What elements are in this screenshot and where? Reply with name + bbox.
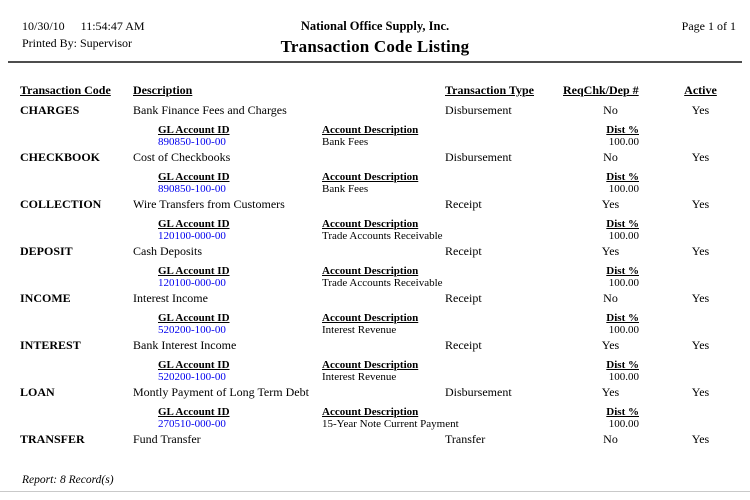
record-main-row bbox=[0, 245, 750, 259]
transaction-type-cell: Receipt bbox=[445, 338, 482, 352]
reqchk-cell: Yes bbox=[601, 338, 620, 352]
gl-account-id-link[interactable]: 270510-000-00 bbox=[158, 418, 226, 430]
record-main-row bbox=[0, 151, 750, 165]
reqchk-cell: No bbox=[603, 432, 618, 446]
records-list bbox=[0, 104, 750, 453]
description-cell: Bank Interest Income bbox=[133, 338, 237, 352]
gl-account-id-label: GL Account ID bbox=[158, 312, 230, 324]
active-cell: Yes bbox=[691, 291, 710, 305]
transaction-code-cell: CHECKBOOK bbox=[20, 150, 101, 164]
table-row bbox=[0, 104, 750, 151]
gl-account-id-link[interactable]: 120100-000-00 bbox=[158, 277, 226, 289]
company-name: National Office Supply, Inc. bbox=[300, 19, 450, 33]
dist-pct-value: 100.00 bbox=[608, 230, 639, 242]
dist-pct-label: Dist % bbox=[606, 359, 639, 371]
record-main-row bbox=[0, 339, 750, 353]
account-description-value: Bank Fees bbox=[322, 136, 369, 148]
table-row bbox=[0, 198, 750, 245]
dist-pct-value: 100.00 bbox=[608, 324, 639, 336]
dist-pct-label: Dist % bbox=[606, 265, 639, 277]
gl-detail-value-row bbox=[0, 183, 750, 197]
transaction-type-cell: Disbursement bbox=[445, 150, 512, 164]
gl-account-id-label: GL Account ID bbox=[158, 406, 230, 418]
gl-account-id-link[interactable]: 520200-100-00 bbox=[158, 324, 226, 336]
gl-account-id-label: GL Account ID bbox=[158, 171, 230, 183]
description-cell: Wire Transfers from Customers bbox=[133, 197, 285, 211]
gl-detail-value-row bbox=[0, 277, 750, 291]
account-description-label: Account Description bbox=[322, 218, 419, 230]
account-description-value: Trade Accounts Receivable bbox=[322, 277, 443, 289]
gl-account-id-label: GL Account ID bbox=[158, 265, 230, 277]
print-date: 10/30/10 bbox=[22, 19, 65, 33]
record-main-row bbox=[0, 198, 750, 212]
dist-pct-label: Dist % bbox=[606, 406, 639, 418]
account-description-label: Account Description bbox=[322, 265, 419, 277]
dist-pct-label: Dist % bbox=[606, 124, 639, 136]
reqchk-cell: No bbox=[603, 291, 618, 305]
transaction-type-cell: Receipt bbox=[445, 244, 482, 258]
gl-detail-value-row bbox=[0, 136, 750, 150]
dist-pct-value: 100.00 bbox=[608, 418, 639, 430]
account-description-label: Account Description bbox=[322, 124, 419, 136]
reqchk-cell: Yes bbox=[601, 385, 620, 399]
gl-account-id-link[interactable]: 520200-100-00 bbox=[158, 371, 226, 383]
gl-account-id-link[interactable]: 890850-100-00 bbox=[158, 136, 226, 148]
table-row bbox=[0, 151, 750, 198]
account-description-value: 15-Year Note Current Payment bbox=[322, 418, 459, 430]
account-description-label: Account Description bbox=[322, 359, 419, 371]
gl-account-id-label: GL Account ID bbox=[158, 218, 230, 230]
col-header-reqchk: ReqChk/Dep # bbox=[563, 83, 639, 97]
transaction-code-cell: INCOME bbox=[20, 291, 71, 305]
account-description-value: Interest Revenue bbox=[322, 371, 397, 383]
transaction-code-cell: CHARGES bbox=[20, 103, 80, 117]
reqchk-cell: No bbox=[603, 103, 618, 117]
active-cell: Yes bbox=[691, 385, 710, 399]
transaction-type-cell: Disbursement bbox=[445, 385, 512, 399]
transaction-type-cell: Receipt bbox=[445, 197, 482, 211]
account-description-value: Interest Revenue bbox=[322, 324, 397, 336]
dist-pct-value: 100.00 bbox=[608, 371, 639, 383]
record-main-row bbox=[0, 433, 750, 447]
reqchk-cell: No bbox=[603, 150, 618, 164]
description-cell: Bank Finance Fees and Charges bbox=[133, 103, 287, 117]
account-description-value: Bank Fees bbox=[322, 183, 369, 195]
transaction-code-cell: COLLECTION bbox=[20, 197, 102, 211]
dist-pct-value: 100.00 bbox=[608, 136, 639, 148]
gl-detail-value-row bbox=[0, 371, 750, 385]
transaction-code-cell: LOAN bbox=[20, 385, 55, 399]
account-description-label: Account Description bbox=[322, 406, 419, 418]
active-cell: Yes bbox=[691, 338, 710, 352]
active-cell: Yes bbox=[691, 432, 710, 446]
table-row bbox=[0, 339, 750, 386]
record-main-row bbox=[0, 104, 750, 118]
dist-pct-label: Dist % bbox=[606, 312, 639, 324]
reqchk-cell: Yes bbox=[601, 244, 620, 258]
transaction-code-cell: INTEREST bbox=[20, 338, 81, 352]
page-bottom-edge bbox=[0, 491, 750, 492]
column-header-row bbox=[0, 84, 750, 100]
printed-by: Printed By: Supervisor bbox=[22, 36, 132, 50]
active-cell: Yes bbox=[691, 244, 710, 258]
col-header-transaction-code: Transaction Code bbox=[20, 83, 111, 97]
gl-account-id-link[interactable]: 120100-000-00 bbox=[158, 230, 226, 242]
record-main-row bbox=[0, 292, 750, 306]
record-main-row bbox=[0, 386, 750, 400]
gl-detail-value-row bbox=[0, 324, 750, 338]
description-cell: Cost of Checkbooks bbox=[133, 150, 231, 164]
dist-pct-label: Dist % bbox=[606, 218, 639, 230]
account-description-label: Account Description bbox=[322, 312, 419, 324]
gl-account-id-label: GL Account ID bbox=[158, 359, 230, 371]
active-cell: Yes bbox=[691, 197, 710, 211]
description-cell: Interest Income bbox=[133, 291, 208, 305]
transaction-type-cell: Receipt bbox=[445, 291, 482, 305]
table-row bbox=[0, 292, 750, 339]
record-count-summary: Report: 8 Record(s) bbox=[22, 474, 114, 486]
print-time: 11:54:47 AM bbox=[80, 19, 145, 33]
table-row bbox=[0, 433, 750, 453]
reqchk-cell: Yes bbox=[601, 197, 620, 211]
col-header-description: Description bbox=[133, 83, 193, 97]
active-cell: Yes bbox=[691, 150, 710, 164]
gl-account-id-link[interactable]: 890850-100-00 bbox=[158, 183, 226, 195]
active-cell: Yes bbox=[691, 103, 710, 117]
dist-pct-value: 100.00 bbox=[608, 183, 639, 195]
account-description-value: Trade Accounts Receivable bbox=[322, 230, 443, 242]
header-rule bbox=[8, 61, 742, 63]
transaction-code-cell: TRANSFER bbox=[20, 432, 85, 446]
gl-account-id-label: GL Account ID bbox=[158, 124, 230, 136]
report-title: Transaction Code Listing bbox=[280, 37, 470, 56]
description-cell: Fund Transfer bbox=[133, 432, 201, 446]
description-cell: Cash Deposits bbox=[133, 244, 202, 258]
transaction-type-cell: Transfer bbox=[445, 432, 486, 446]
table-row bbox=[0, 245, 750, 292]
col-header-active: Active bbox=[684, 83, 717, 97]
account-description-label: Account Description bbox=[322, 171, 419, 183]
transaction-code-cell: DEPOSIT bbox=[20, 244, 73, 258]
gl-detail-value-row bbox=[0, 418, 750, 432]
dist-pct-value: 100.00 bbox=[608, 277, 639, 289]
description-cell: Montly Payment of Long Term Debt bbox=[133, 385, 309, 399]
transaction-type-cell: Disbursement bbox=[445, 103, 512, 117]
col-header-transaction-type: Transaction Type bbox=[445, 83, 535, 97]
gl-detail-value-row bbox=[0, 230, 750, 244]
dist-pct-label: Dist % bbox=[606, 171, 639, 183]
table-row bbox=[0, 386, 750, 433]
page-number: Page 1 of 1 bbox=[681, 19, 736, 33]
